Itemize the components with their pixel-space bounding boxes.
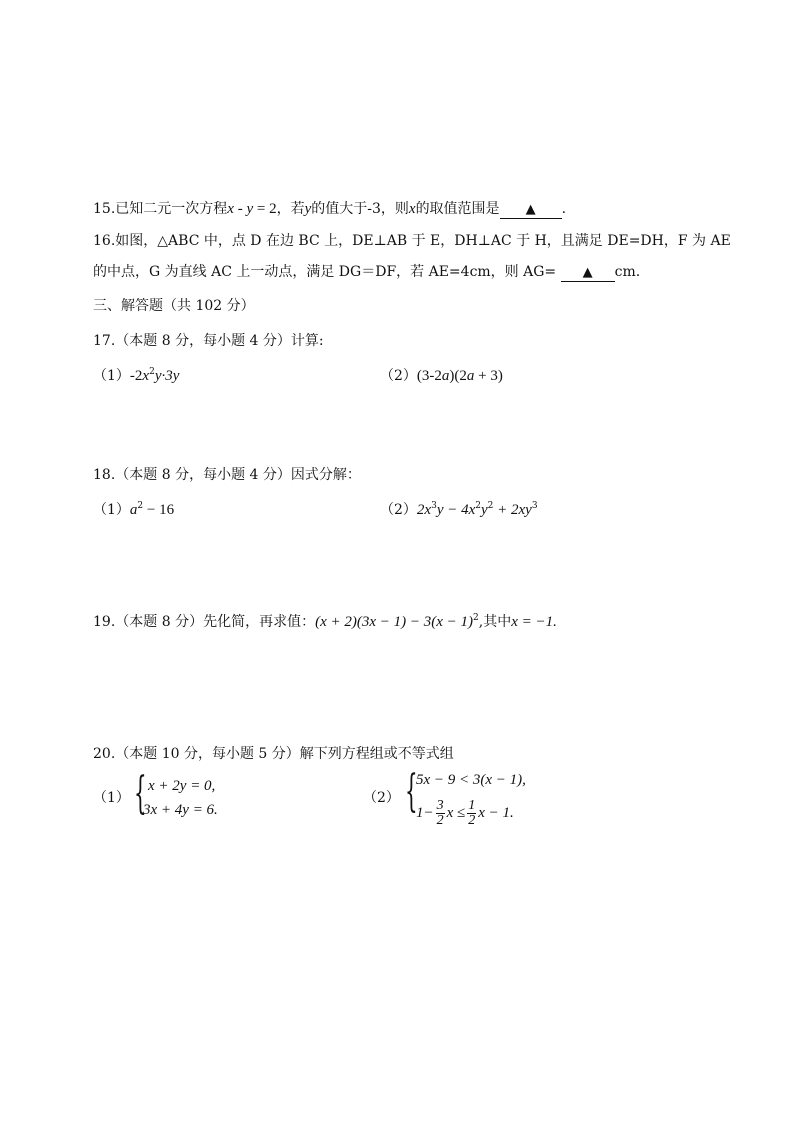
q19-expr-b: ,其中 bbox=[478, 614, 512, 630]
q17-p2-a: (3-2 bbox=[416, 368, 442, 384]
q20-p1-row1: x + 2y = 0, bbox=[148, 778, 216, 794]
q18-p2-t3b: + 2xy bbox=[493, 502, 532, 518]
q20-p2-row2-b: x ≤ bbox=[446, 805, 466, 821]
triangle-marker-icon: ▲ bbox=[525, 202, 536, 217]
q15-mid1: ，若 bbox=[276, 201, 305, 217]
q17-p2-e: + 3) bbox=[474, 368, 503, 384]
q15-eq-y: y bbox=[246, 201, 254, 217]
q17-part1 bbox=[93, 366, 179, 386]
q17-p2-label: （2） bbox=[380, 368, 417, 384]
q20-p2-row2 bbox=[416, 796, 514, 830]
q20-p2-row2-a: 1− bbox=[416, 805, 434, 821]
fraction-denominator: 2 bbox=[468, 813, 476, 829]
q18-p2-t1: 2x bbox=[416, 502, 432, 518]
section-heading-3: 三、解答题（共 102 分） bbox=[93, 298, 255, 314]
q16-unit: cm. bbox=[614, 264, 641, 280]
q17-p1-label: （1） bbox=[93, 368, 130, 384]
triangle-marker-icon: ▲ bbox=[582, 265, 593, 280]
q18-p2-t1sup: 3 bbox=[431, 501, 437, 511]
q20-p2-row1: 5x − 9 < 3(x − 1), bbox=[416, 772, 526, 788]
q17-p2-c: )(2 bbox=[449, 368, 467, 384]
fraction-numerator: 1 bbox=[468, 798, 476, 814]
q20-p1-row2: 3x + 4y = 6. bbox=[143, 802, 218, 818]
left-brace-icon: { bbox=[134, 768, 147, 819]
question-16-line2 bbox=[93, 262, 640, 282]
question-19 bbox=[93, 612, 557, 632]
q17-p1-rest: y·3y bbox=[154, 368, 180, 384]
q15-var-x: x bbox=[408, 201, 416, 217]
question-17-title: 17.（本题 8 分，每小题 4 分）计算: bbox=[93, 333, 324, 349]
q17-part2 bbox=[380, 366, 503, 386]
q15-prefix: 15.已知二元一次方程 bbox=[93, 201, 228, 217]
q16-answer-blank bbox=[561, 264, 615, 282]
q15-var-y: y bbox=[304, 201, 312, 217]
fraction-denominator: 2 bbox=[436, 813, 444, 829]
q15-eq-rest: = 2 bbox=[253, 201, 277, 217]
q18-p1-rest: − 16 bbox=[143, 502, 175, 518]
q17-p1-coef: -2 bbox=[129, 368, 143, 384]
q15-end: . bbox=[561, 201, 567, 217]
fraction-one-half bbox=[467, 799, 476, 828]
q19-expr-exp: 2 bbox=[473, 613, 479, 623]
q17-p2-b: a bbox=[441, 368, 450, 384]
q17-p1-x: x bbox=[142, 368, 150, 384]
q18-p2-label: （2） bbox=[380, 502, 417, 518]
question-15 bbox=[93, 199, 566, 219]
q18-p2-t3sup: 2 bbox=[487, 501, 494, 511]
q15-mid3: 的取值范围是 bbox=[415, 201, 500, 217]
q19-expr-c: x = −1. bbox=[511, 614, 557, 630]
q20-p1-label: （1） bbox=[93, 790, 130, 806]
fraction-three-halves bbox=[436, 799, 445, 828]
q18-p1-a: a bbox=[129, 502, 138, 518]
q19-title: 19.（本题 8 分）先化简，再求值： bbox=[93, 614, 316, 630]
fraction-numerator: 3 bbox=[436, 798, 444, 814]
q15-mid2: 的值大于-3，则 bbox=[311, 201, 409, 217]
q18-p1-exp: 2 bbox=[137, 501, 144, 511]
q18-part1 bbox=[93, 500, 174, 520]
q18-p2-t2b: y bbox=[481, 502, 488, 518]
question-20-title: 20.（本题 10 分，每小题 5 分）解下列方程组或不等式组 bbox=[93, 746, 454, 762]
left-brace-icon: { bbox=[405, 766, 418, 817]
q18-p1-label: （1） bbox=[93, 502, 130, 518]
question-18-title: 18.（本题 8 分，每小题 4 分）因式分解： bbox=[93, 467, 361, 483]
q15-eq-x: x bbox=[227, 201, 234, 217]
q18-p2-t1b: y − 4x bbox=[436, 502, 476, 518]
q15-answer-blank bbox=[500, 201, 562, 219]
q18-p2-t4sup: 3 bbox=[531, 501, 538, 511]
q16-line2-text: 的中点，G 为直线 AC 上一动点，满足 DG＝DF，若 AE=4cm，则 AG= bbox=[93, 264, 557, 280]
q20-p2-row2-c: x − 1. bbox=[478, 805, 514, 821]
q15-eq-op: - bbox=[233, 201, 247, 217]
q18-part2 bbox=[380, 500, 538, 520]
q18-p2-t2sup: 2 bbox=[475, 501, 481, 511]
q17-p1-exp: 2 bbox=[149, 367, 155, 377]
q17-p2-d: a bbox=[466, 368, 475, 384]
question-16-line1: 16.如图，△ABC 中，点 D 在边 BC 上，DE⊥AB 于 E，DH⊥AC 于 H，且满足 DE=DH，F 为 AE bbox=[93, 233, 731, 249]
q20-p2-label: （2） bbox=[363, 790, 400, 806]
q19-expr-a: (x + 2)(3x − 1) − 3(x − 1) bbox=[315, 614, 474, 630]
